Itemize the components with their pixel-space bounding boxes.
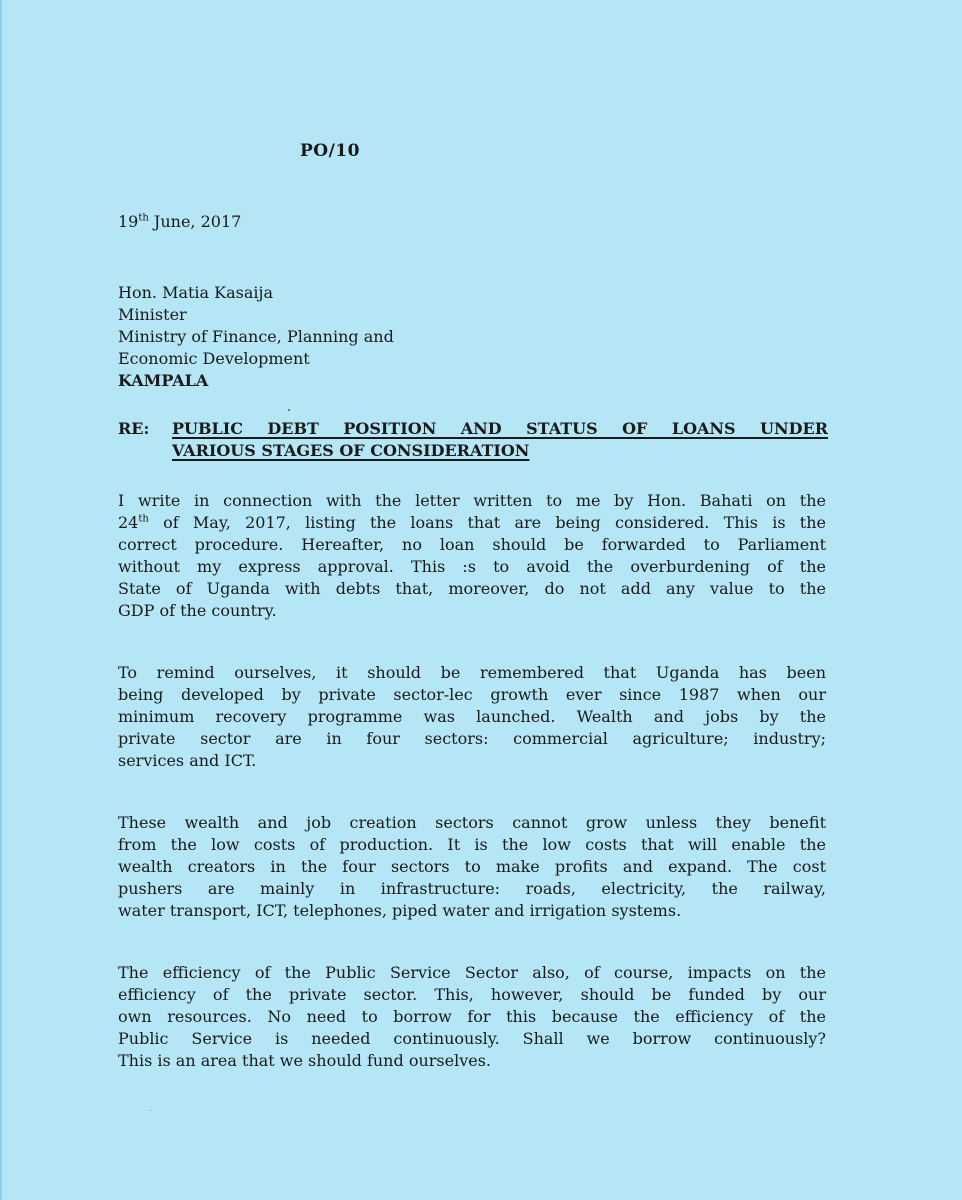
paragraph-line: water transport, ICT, telephones, piped water and irrigation systems. [118, 901, 682, 920]
scan-speck [288, 409, 290, 411]
paragraph-line: These wealth and job creation sectors cannot grow unless they benefit [118, 813, 826, 832]
recipient-ministry-line2: Economic Development [118, 349, 310, 368]
date-suffix: th [138, 212, 149, 224]
recipient-ministry-line1: Ministry of Finance, Planning and [118, 327, 394, 346]
subject-line-1: PUBLIC DEBT POSITION AND STATUS OF LOANS UNDER [172, 419, 828, 438]
paragraph-line: wealth creators in the four sectors to make profits and expand. The cost [118, 857, 826, 876]
reference-number: PO/10 [300, 141, 360, 161]
paragraph-line: private sector are in four sectors: commercial agriculture; industry; [118, 729, 826, 748]
paragraph-line: minimum recovery programme was launched. Wealth and jobs by the [118, 707, 826, 726]
subject-line-2: VARIOUS STAGES OF CONSIDERATION [172, 441, 530, 460]
line-text-start: 24 [118, 513, 139, 532]
recipient-city: KAMPALA [118, 371, 209, 390]
paragraph-line: efficiency of the private sector. This, however, should be funded by our [118, 985, 826, 1004]
paragraph-line: To remind ourselves, it should be remembered that Uganda has been [118, 663, 826, 682]
scan-speck [150, 1110, 151, 1111]
paragraph-line: Public Service is needed continuously. Shall we borrow continuously? [118, 1029, 826, 1048]
line-text-end: of May, 2017, listing the loans that are being considered. This is the [148, 513, 826, 532]
date-rest: June, 2017 [148, 212, 242, 231]
ordinal-suffix: th [138, 513, 149, 525]
recipient-title: Minister [118, 305, 187, 324]
paragraph-line: without my express approval. This :s to avoid the overburdening of the [118, 557, 826, 576]
paragraph-line [118, 512, 826, 534]
letter-body [118, 490, 826, 1112]
paragraph-line: GDP of the country. [118, 601, 277, 620]
recipient-name: Hon. Matia Kasaija [118, 283, 274, 302]
body-paragraph [118, 662, 826, 772]
paragraph-line: The efficiency of the Public Service Sector also, of course, impacts on the [118, 963, 826, 982]
subject-heading [118, 418, 828, 462]
body-paragraph [118, 812, 826, 922]
paragraph-line: services and ICT. [118, 751, 257, 770]
paragraph-line: being developed by private sector-lec growth ever since 1987 when our [118, 685, 826, 704]
letter-date [118, 212, 241, 231]
paragraph-line: I write in connection with the letter written to me by Hon. Bahati on the [118, 491, 826, 510]
paragraph-line: pushers are mainly in infrastructure: roads, electricity, the railway, [118, 879, 826, 898]
paragraph-line: This is an area that we should fund ourselves. [118, 1051, 491, 1070]
subject-label: RE: [118, 419, 150, 438]
subject-text [172, 418, 828, 462]
paragraph-line: own resources. No need to borrow for this because the efficiency of the [118, 1007, 826, 1026]
date-day: 19 [118, 212, 139, 231]
scan-edge [0, 0, 2, 1200]
paragraph-line: correct procedure. Hereafter, no loan should be forwarded to Parliament [118, 535, 826, 554]
body-paragraph [118, 962, 826, 1072]
recipient-address [118, 282, 394, 392]
body-paragraph [118, 490, 826, 622]
paragraph-line: State of Uganda with debts that, moreover, do not add any value to the [118, 579, 826, 598]
paragraph-line: from the low costs of production. It is the low costs that will enable the [118, 835, 826, 854]
